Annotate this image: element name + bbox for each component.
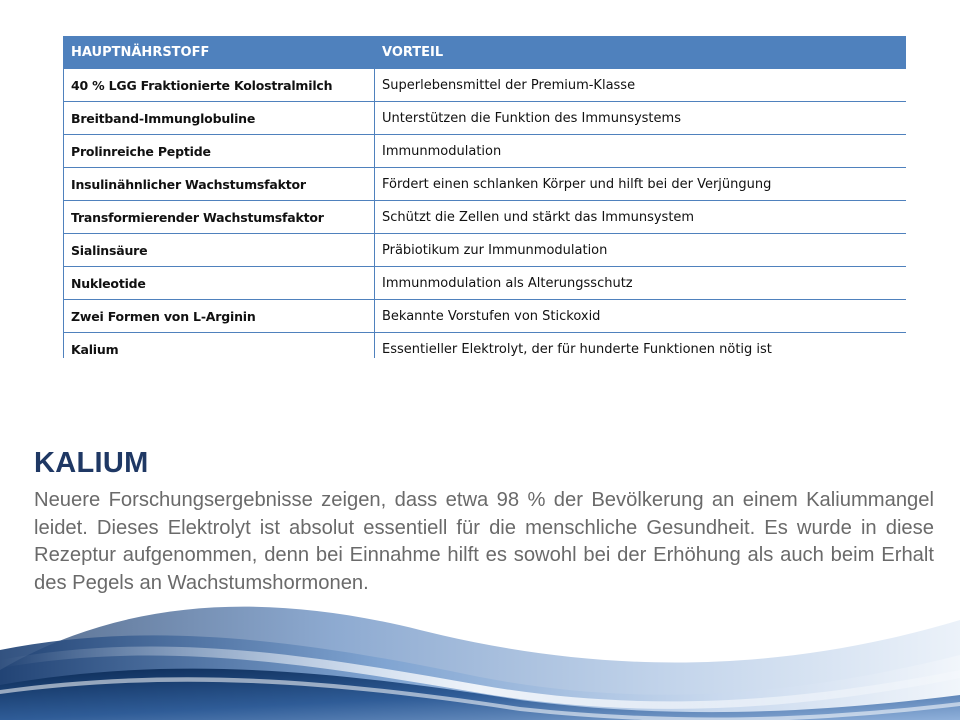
nutrient-name: 40 % LGG Fraktionierte Kolostralmilch bbox=[64, 69, 375, 102]
nutrient-table-container bbox=[63, 36, 906, 358]
table-row bbox=[64, 69, 907, 102]
nutrient-benefit: Präbiotikum zur Immunmodulation bbox=[375, 234, 907, 267]
table-row bbox=[64, 267, 907, 300]
table-row bbox=[64, 168, 907, 201]
nutrient-name: Prolinreiche Peptide bbox=[64, 135, 375, 168]
nutrient-benefit: Immunmodulation bbox=[375, 135, 907, 168]
table-row bbox=[64, 135, 907, 168]
header-nutrient: HAUPTNÄHRSTOFF bbox=[64, 37, 375, 69]
nutrient-benefit: Bekannte Vorstufen von Stickoxid bbox=[375, 300, 907, 333]
table-row bbox=[64, 102, 907, 135]
nutrient-benefit: Immunmodulation als Alterungsschutz bbox=[375, 267, 907, 300]
nutrient-name: Insulinähnlicher Wachstumsfaktor bbox=[64, 168, 375, 201]
decorative-wave-graphic bbox=[0, 560, 960, 720]
section-title: KALIUM bbox=[34, 447, 149, 479]
nutrient-name: Kalium bbox=[64, 333, 375, 359]
nutrient-benefit: Superlebensmittel der Premium-Klasse bbox=[375, 69, 907, 102]
table-row bbox=[64, 300, 907, 333]
nutrient-benefit: Unterstützen die Funktion des Immunsystems bbox=[375, 102, 907, 135]
table-row bbox=[64, 234, 907, 267]
section-body: Neuere Forschungsergebnisse zeigen, dass etwa 98 % der Bevölkerung an einem Kaliummangel leidet. Dieses Elektrolyt ist absolut essentiell für die menschliche Gesundheit. Es wurde in diese Rezeptur aufgenommen, denn bei Einnahme hilft es sowohl bei der Erhöhung als auch beim Erhalt des Pegels an Wachstumshormonen. bbox=[34, 489, 934, 594]
nutrient-benefit: Fördert einen schlanken Körper und hilft bei der Verjüngung bbox=[375, 168, 907, 201]
nutrient-name: Transformierender Wachstumsfaktor bbox=[64, 201, 375, 234]
nutrient-name: Zwei Formen von L-Arginin bbox=[64, 300, 375, 333]
table-row bbox=[64, 333, 907, 359]
nutrient-name: Nukleotide bbox=[64, 267, 375, 300]
nutrient-table bbox=[63, 36, 906, 358]
nutrient-benefit: Schützt die Zellen und stärkt das Immunsystem bbox=[375, 201, 907, 234]
header-benefit: VORTEIL bbox=[375, 37, 907, 69]
table-row bbox=[64, 201, 907, 234]
nutrient-name: Sialinsäure bbox=[64, 234, 375, 267]
table-header-row bbox=[64, 37, 907, 69]
nutrient-benefit: Essentieller Elektrolyt, der für hunderte Funktionen nötig ist bbox=[375, 333, 907, 359]
nutrient-name: Breitband-Immunglobuline bbox=[64, 102, 375, 135]
